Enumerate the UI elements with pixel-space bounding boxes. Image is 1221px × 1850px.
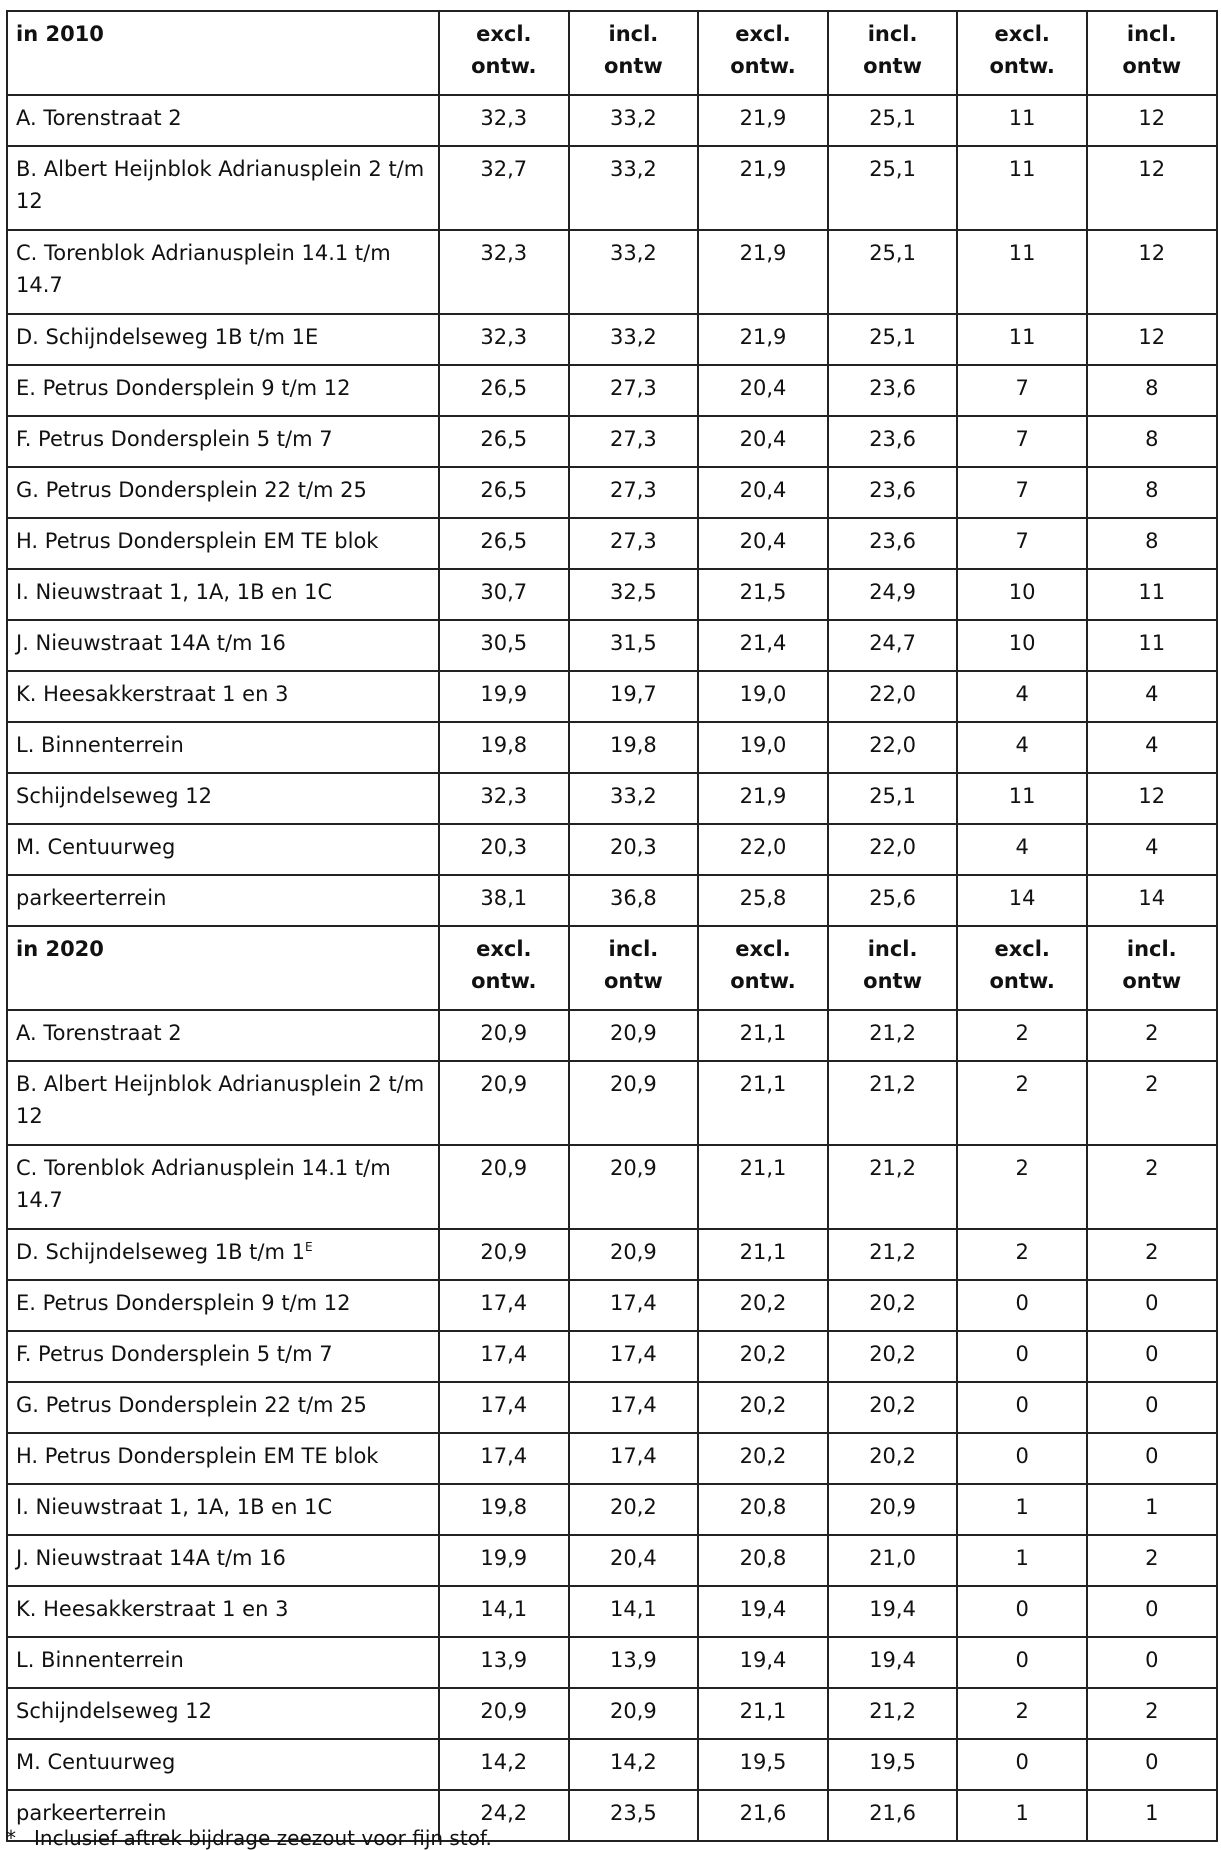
row-label-cell [7, 1535, 439, 1586]
value-cell: 17,4 [439, 1433, 569, 1484]
value-cell: 27,3 [569, 518, 699, 569]
row-label-cell [7, 365, 439, 416]
row-label-cell [7, 1688, 439, 1739]
value-cell: 0 [957, 1331, 1087, 1382]
value-cell: 2 [957, 1061, 1087, 1145]
row-label: A. Torenstraat 2 [16, 1021, 182, 1045]
table-row [7, 1010, 1217, 1061]
value-cell: 17,4 [569, 1382, 699, 1433]
value-cell: 4 [1087, 671, 1217, 722]
section-title: in 2020 [7, 926, 439, 1010]
value-cell: 32,3 [439, 230, 569, 314]
value-cell: 12 [1087, 95, 1217, 146]
row-label-cell [7, 1229, 439, 1280]
row-label: C. Torenblok Adrianusplein 14.1 t/m 14.7 [16, 241, 391, 297]
row-label: M. Centuurweg [16, 835, 176, 859]
row-label: B. Albert Heijnblok Adrianusplein 2 t/m 12 [16, 1072, 425, 1128]
value-cell: 0 [957, 1586, 1087, 1637]
table-row [7, 1433, 1217, 1484]
value-cell: 33,2 [569, 773, 699, 824]
value-cell: 25,1 [828, 773, 958, 824]
value-cell: 2 [1087, 1535, 1217, 1586]
value-cell: 13,9 [569, 1637, 699, 1688]
value-cell: 22,0 [698, 824, 828, 875]
value-cell: 20,2 [828, 1331, 958, 1382]
row-label: E. Petrus Dondersplein 9 t/m 12 [16, 376, 351, 400]
value-cell: 25,1 [828, 230, 958, 314]
value-cell: 20,2 [698, 1433, 828, 1484]
value-cell: 22,0 [828, 824, 958, 875]
value-cell: 19,9 [439, 671, 569, 722]
value-cell: 21,1 [698, 1145, 828, 1229]
value-cell: 21,2 [828, 1145, 958, 1229]
value-cell: 32,5 [569, 569, 699, 620]
row-label: J. Nieuwstraat 14A t/m 16 [16, 631, 286, 655]
value-cell: 20,9 [439, 1010, 569, 1061]
value-cell: 20,8 [698, 1484, 828, 1535]
row-label: D. Schijndelseweg 1B t/m 1E [16, 325, 319, 349]
value-cell: 19,7 [569, 671, 699, 722]
table-row [7, 146, 1217, 230]
table-row [7, 1586, 1217, 1637]
row-label-cell [7, 518, 439, 569]
value-cell: 4 [957, 722, 1087, 773]
value-cell: 19,8 [439, 1484, 569, 1535]
table-row [7, 230, 1217, 314]
value-cell: 0 [957, 1433, 1087, 1484]
concentration-table [6, 10, 1218, 1842]
row-label-cell [7, 1010, 439, 1061]
value-cell: 11 [957, 146, 1087, 230]
value-cell: 32,3 [439, 314, 569, 365]
row-label-cell [7, 569, 439, 620]
value-cell: 19,0 [698, 671, 828, 722]
row-label-cell [7, 824, 439, 875]
table-row [7, 1229, 1217, 1280]
value-cell: 8 [1087, 416, 1217, 467]
value-cell: 19,9 [439, 1535, 569, 1586]
value-cell: 21,9 [698, 314, 828, 365]
value-cell: 14 [957, 875, 1087, 926]
row-label: C. Torenblok Adrianusplein 14.1 t/m 14.7 [16, 1156, 391, 1212]
value-cell: 2 [957, 1229, 1087, 1280]
value-cell: 25,6 [828, 875, 958, 926]
value-cell: 12 [1087, 773, 1217, 824]
row-label-cell [7, 230, 439, 314]
value-cell: 26,5 [439, 518, 569, 569]
value-cell: 0 [957, 1382, 1087, 1433]
column-header: excl. ontw. [698, 11, 828, 95]
value-cell: 19,5 [698, 1739, 828, 1790]
value-cell: 20,4 [698, 467, 828, 518]
value-cell: 12 [1087, 314, 1217, 365]
row-label-cell [7, 95, 439, 146]
table-row [7, 569, 1217, 620]
value-cell: 20,2 [569, 1484, 699, 1535]
value-cell: 22,0 [828, 671, 958, 722]
value-cell: 30,7 [439, 569, 569, 620]
value-cell: 20,9 [439, 1061, 569, 1145]
row-label-cell [7, 1145, 439, 1229]
value-cell: 1 [1087, 1484, 1217, 1535]
value-cell: 21,2 [828, 1010, 958, 1061]
row-label-cell [7, 1331, 439, 1382]
value-cell: 21,4 [698, 620, 828, 671]
row-label-cell [7, 875, 439, 926]
value-cell: 14,1 [439, 1586, 569, 1637]
value-cell: 33,2 [569, 314, 699, 365]
value-cell: 13,9 [439, 1637, 569, 1688]
value-cell: 0 [1087, 1586, 1217, 1637]
value-cell: 12 [1087, 146, 1217, 230]
value-cell: 4 [1087, 722, 1217, 773]
row-label: E. Petrus Dondersplein 9 t/m 12 [16, 1291, 351, 1315]
row-label: A. Torenstraat 2 [16, 106, 182, 130]
value-cell: 14,2 [569, 1739, 699, 1790]
value-cell: 26,5 [439, 365, 569, 416]
column-header: excl. ontw. [439, 11, 569, 95]
value-cell: 0 [957, 1739, 1087, 1790]
row-label: Schijndelseweg 12 [16, 784, 212, 808]
value-cell: 20,9 [569, 1145, 699, 1229]
value-cell: 25,1 [828, 95, 958, 146]
value-cell: 4 [957, 824, 1087, 875]
value-cell: 17,4 [569, 1331, 699, 1382]
row-label-cell [7, 722, 439, 773]
value-cell: 19,8 [439, 722, 569, 773]
value-cell: 20,2 [698, 1331, 828, 1382]
table-row [7, 875, 1217, 926]
row-label: J. Nieuwstraat 14A t/m 16 [16, 1546, 286, 1570]
value-cell: 20,2 [698, 1382, 828, 1433]
value-cell: 24,2 [439, 1790, 569, 1841]
value-cell: 11 [957, 95, 1087, 146]
column-header: excl. ontw. [698, 926, 828, 1010]
row-label-cell [7, 1382, 439, 1433]
value-cell: 11 [957, 314, 1087, 365]
row-label: G. Petrus Dondersplein 22 t/m 25 [16, 478, 367, 502]
value-cell: 21,5 [698, 569, 828, 620]
row-label-cell [7, 314, 439, 365]
row-label-cell [7, 1637, 439, 1688]
value-cell: 20,9 [569, 1010, 699, 1061]
value-cell: 27,3 [569, 365, 699, 416]
value-cell: 1 [957, 1790, 1087, 1841]
value-cell: 19,4 [698, 1637, 828, 1688]
value-cell: 21,2 [828, 1688, 958, 1739]
table-row [7, 1688, 1217, 1739]
value-cell: 20,3 [439, 824, 569, 875]
value-cell: 0 [1087, 1739, 1217, 1790]
value-cell: 17,4 [569, 1433, 699, 1484]
value-cell: 25,1 [828, 314, 958, 365]
value-cell: 20,9 [439, 1688, 569, 1739]
value-cell: 8 [1087, 518, 1217, 569]
value-cell: 17,4 [439, 1382, 569, 1433]
row-label: K. Heesakkerstraat 1 en 3 [16, 1597, 289, 1621]
value-cell: 25,8 [698, 875, 828, 926]
row-label: I. Nieuwstraat 1, 1A, 1B en 1C [16, 580, 333, 604]
row-label-cell [7, 1586, 439, 1637]
value-cell: 33,2 [569, 230, 699, 314]
value-cell: 17,4 [439, 1331, 569, 1382]
value-cell: 24,7 [828, 620, 958, 671]
value-cell: 14,2 [439, 1739, 569, 1790]
table-row [7, 1331, 1217, 1382]
row-label: B. Albert Heijnblok Adrianusplein 2 t/m 12 [16, 157, 425, 213]
table-row [7, 671, 1217, 722]
row-label-cell [7, 620, 439, 671]
value-cell: 2 [1087, 1688, 1217, 1739]
table-row [7, 620, 1217, 671]
table-row [7, 314, 1217, 365]
column-header: excl. ontw. [957, 926, 1087, 1010]
value-cell: 21,9 [698, 230, 828, 314]
section-title: in 2010 [7, 11, 439, 95]
table-row [7, 1061, 1217, 1145]
table-row [7, 773, 1217, 824]
row-label: Schijndelseweg 12 [16, 1699, 212, 1723]
row-label-cell [7, 773, 439, 824]
value-cell: 0 [1087, 1382, 1217, 1433]
value-cell: 19,5 [828, 1739, 958, 1790]
value-cell: 14,1 [569, 1586, 699, 1637]
footnote-text: Inclusief aftrek bijdrage zeezout voor fijn stof. [34, 1826, 492, 1850]
value-cell: 11 [1087, 569, 1217, 620]
table-row [7, 824, 1217, 875]
column-header: excl. ontw. [957, 11, 1087, 95]
footnote-marker: * [6, 1826, 16, 1850]
column-header: incl. ontw [1087, 926, 1217, 1010]
value-cell: 23,6 [828, 365, 958, 416]
value-cell: 20,4 [698, 416, 828, 467]
value-cell: 0 [957, 1280, 1087, 1331]
column-header: incl. ontw [828, 11, 958, 95]
value-cell: 20,9 [828, 1484, 958, 1535]
value-cell: 19,8 [569, 722, 699, 773]
value-cell: 0 [1087, 1637, 1217, 1688]
column-header: incl. ontw [1087, 11, 1217, 95]
value-cell: 0 [1087, 1433, 1217, 1484]
value-cell: 20,4 [698, 365, 828, 416]
value-cell: 21,1 [698, 1010, 828, 1061]
value-cell: 20,2 [828, 1280, 958, 1331]
row-label: M. Centuurweg [16, 1750, 176, 1774]
value-cell: 7 [957, 518, 1087, 569]
value-cell: 19,0 [698, 722, 828, 773]
row-label: F. Petrus Dondersplein 5 t/m 7 [16, 427, 333, 451]
row-label: parkeerterrein [16, 886, 167, 910]
value-cell: 2 [957, 1688, 1087, 1739]
column-header: incl. ontw [828, 926, 958, 1010]
value-cell: 32,3 [439, 95, 569, 146]
row-label-cell [7, 1433, 439, 1484]
value-cell: 30,5 [439, 620, 569, 671]
value-cell: 14 [1087, 875, 1217, 926]
footnote [6, 1826, 492, 1850]
value-cell: 23,5 [569, 1790, 699, 1841]
row-label: G. Petrus Dondersplein 22 t/m 25 [16, 1393, 367, 1417]
table-row [7, 1535, 1217, 1586]
section-header-row [7, 926, 1217, 1010]
value-cell: 20,9 [569, 1061, 699, 1145]
value-cell: 23,6 [828, 467, 958, 518]
value-cell: 2 [1087, 1229, 1217, 1280]
row-label-cell [7, 671, 439, 722]
row-label: L. Binnenterrein [16, 733, 184, 757]
table-row [7, 1484, 1217, 1535]
value-cell: 19,4 [828, 1637, 958, 1688]
value-cell: 1 [957, 1484, 1087, 1535]
value-cell: 20,9 [439, 1145, 569, 1229]
value-cell: 20,2 [828, 1382, 958, 1433]
column-header: incl. ontw [569, 11, 699, 95]
row-label: L. Binnenterrein [16, 1648, 184, 1672]
row-label-cell [7, 1061, 439, 1145]
row-label: I. Nieuwstraat 1, 1A, 1B en 1C [16, 1495, 333, 1519]
table-row [7, 722, 1217, 773]
row-label: H. Petrus Dondersplein EM TE blok [16, 529, 379, 553]
column-header: incl. ontw [569, 926, 699, 1010]
value-cell: 20,9 [569, 1688, 699, 1739]
value-cell: 0 [957, 1637, 1087, 1688]
table-row [7, 416, 1217, 467]
value-cell: 33,2 [569, 95, 699, 146]
value-cell: 7 [957, 467, 1087, 518]
value-cell: 21,1 [698, 1688, 828, 1739]
value-cell: 26,5 [439, 467, 569, 518]
row-label-cell [7, 146, 439, 230]
value-cell: 8 [1087, 365, 1217, 416]
table-row [7, 1739, 1217, 1790]
value-cell: 12 [1087, 230, 1217, 314]
value-cell: 20,4 [569, 1535, 699, 1586]
value-cell: 33,2 [569, 146, 699, 230]
value-cell: 2 [1087, 1010, 1217, 1061]
value-cell: 2 [1087, 1061, 1217, 1145]
row-label-cell [7, 416, 439, 467]
value-cell: 2 [957, 1010, 1087, 1061]
value-cell: 7 [957, 416, 1087, 467]
value-cell: 23,6 [828, 416, 958, 467]
value-cell: 20,9 [439, 1229, 569, 1280]
value-cell: 4 [1087, 824, 1217, 875]
value-cell: 32,3 [439, 773, 569, 824]
value-cell: 20,2 [828, 1433, 958, 1484]
value-cell: 20,8 [698, 1535, 828, 1586]
row-label: K. Heesakkerstraat 1 en 3 [16, 682, 289, 706]
value-cell: 21,9 [698, 95, 828, 146]
row-label: H. Petrus Dondersplein EM TE blok [16, 1444, 379, 1468]
value-cell: 20,2 [698, 1280, 828, 1331]
value-cell: 19,4 [828, 1586, 958, 1637]
value-cell: 21,6 [698, 1790, 828, 1841]
value-cell: 31,5 [569, 620, 699, 671]
value-cell: 10 [957, 569, 1087, 620]
value-cell: 32,7 [439, 146, 569, 230]
value-cell: 23,6 [828, 518, 958, 569]
row-label-superscript: E [304, 1240, 313, 1254]
table-row [7, 518, 1217, 569]
value-cell: 21,2 [828, 1061, 958, 1145]
table-row [7, 95, 1217, 146]
value-cell: 21,9 [698, 773, 828, 824]
table-row [7, 1382, 1217, 1433]
value-cell: 20,9 [569, 1229, 699, 1280]
data-table-container [6, 10, 1216, 1842]
section-header-row [7, 11, 1217, 95]
value-cell: 27,3 [569, 416, 699, 467]
row-label-cell [7, 1484, 439, 1535]
value-cell: 36,8 [569, 875, 699, 926]
table-row [7, 467, 1217, 518]
value-cell: 1 [1087, 1790, 1217, 1841]
value-cell: 20,4 [698, 518, 828, 569]
value-cell: 1 [957, 1535, 1087, 1586]
value-cell: 19,4 [698, 1586, 828, 1637]
value-cell: 21,2 [828, 1229, 958, 1280]
value-cell: 11 [957, 230, 1087, 314]
value-cell: 27,3 [569, 467, 699, 518]
value-cell: 0 [1087, 1331, 1217, 1382]
row-label-cell [7, 1280, 439, 1331]
value-cell: 17,4 [569, 1280, 699, 1331]
value-cell: 20,3 [569, 824, 699, 875]
value-cell: 26,5 [439, 416, 569, 467]
value-cell: 2 [957, 1145, 1087, 1229]
value-cell: 21,6 [828, 1790, 958, 1841]
value-cell: 2 [1087, 1145, 1217, 1229]
value-cell: 17,4 [439, 1280, 569, 1331]
table-body [7, 11, 1217, 1841]
value-cell: 21,0 [828, 1535, 958, 1586]
table-row [7, 1637, 1217, 1688]
value-cell: 10 [957, 620, 1087, 671]
row-label-cell [7, 467, 439, 518]
value-cell: 11 [957, 773, 1087, 824]
value-cell: 0 [1087, 1280, 1217, 1331]
value-cell: 22,0 [828, 722, 958, 773]
table-row [7, 365, 1217, 416]
value-cell: 21,1 [698, 1229, 828, 1280]
table-row [7, 1280, 1217, 1331]
value-cell: 21,9 [698, 146, 828, 230]
row-label: parkeerterrein [16, 1801, 167, 1825]
value-cell: 25,1 [828, 146, 958, 230]
value-cell: 38,1 [439, 875, 569, 926]
value-cell: 8 [1087, 467, 1217, 518]
value-cell: 4 [957, 671, 1087, 722]
row-label: F. Petrus Dondersplein 5 t/m 7 [16, 1342, 333, 1366]
row-label: D. Schijndelseweg 1B t/m 1 [16, 1240, 305, 1264]
row-label-cell [7, 1739, 439, 1790]
value-cell: 7 [957, 365, 1087, 416]
value-cell: 21,1 [698, 1061, 828, 1145]
value-cell: 24,9 [828, 569, 958, 620]
value-cell: 11 [1087, 620, 1217, 671]
table-row [7, 1145, 1217, 1229]
column-header: excl. ontw. [439, 926, 569, 1010]
